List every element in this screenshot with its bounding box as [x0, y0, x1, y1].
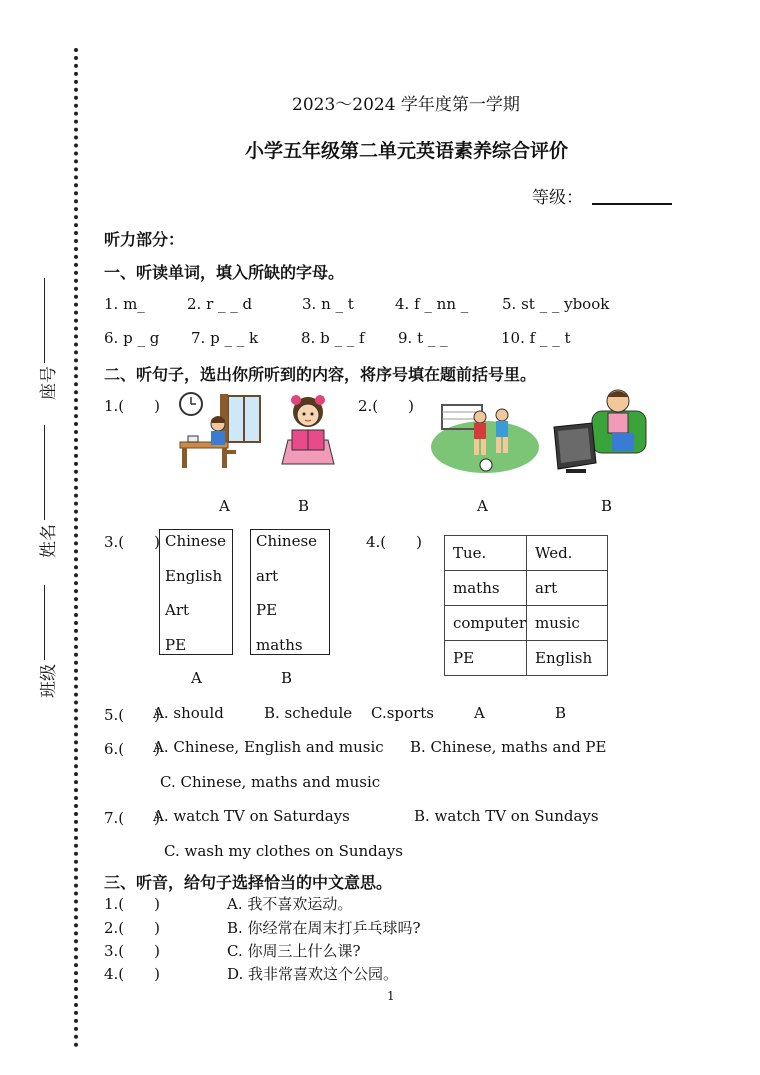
q6-option-b: B. Chinese, maths and PE [410, 738, 607, 756]
name-line [44, 425, 45, 520]
word-item: 3. n _ t [302, 295, 354, 313]
table-row [445, 571, 608, 606]
list-item: Chinese [165, 532, 227, 550]
table-row [445, 606, 608, 641]
list-item: Art [165, 601, 190, 619]
q1-label-a: A [219, 497, 230, 515]
q3-option-a-list [159, 529, 233, 655]
part2-heading: 二、听句子，选出你所听到的内容，将序号填在题前括号里。 [104, 365, 537, 384]
q1-number: 1.( ) [104, 397, 161, 415]
q3-number: 3.( ) [104, 533, 161, 551]
list-item: PE [256, 601, 278, 619]
seat-line [44, 278, 45, 363]
table-cell: music [527, 606, 608, 641]
q6-number: 6.( ) [104, 740, 161, 758]
part3-option: D. 我非常喜欢这个公园。 [227, 965, 399, 983]
q7-number: 7.( ) [104, 809, 161, 827]
table-cell: English [527, 641, 608, 676]
q5-option-c: C.sports [371, 704, 434, 722]
class-line [44, 585, 45, 660]
q7-option-a: A. watch TV on Saturdays [153, 807, 350, 825]
q2-number: 2.( ) [358, 397, 415, 415]
list-item: maths [256, 635, 303, 654]
table-cell: PE [445, 641, 527, 676]
part3-option: C. 你周三上什么课? [227, 942, 361, 960]
q7-option-b: B. watch TV on Sundays [414, 807, 599, 825]
q6-option-a: A. Chinese, English and music [153, 738, 384, 756]
q5-option-a: A. should [153, 704, 224, 722]
part3-option: A. 我不喜欢运动。 [227, 895, 353, 913]
word-item: 5. st _ _ ybook [502, 295, 610, 313]
q4-number: 4.( ) [366, 533, 423, 551]
q5-option-b: B. schedule [264, 704, 353, 722]
q3-option-b-list [250, 529, 330, 655]
q2-label-b: B [601, 497, 613, 515]
football-players-illustration [430, 395, 540, 475]
page-number: 1 [387, 989, 395, 1003]
list-item: PE [165, 635, 187, 654]
studying-child-illustration [178, 390, 263, 470]
q3-label-b: B [281, 669, 293, 687]
binding-dotted-line [74, 48, 78, 1048]
table-cell: Wed. [527, 536, 608, 571]
word-item: 9. t _ _ [398, 329, 448, 347]
list-item: art [256, 566, 279, 585]
table-cell: maths [445, 571, 527, 606]
part3-number: 3.( ) [104, 942, 161, 960]
section-listening: 听力部分： [104, 230, 185, 249]
word-item: 7. p _ _ k [191, 329, 259, 347]
class-label: 班级 [39, 664, 59, 698]
list-item: English [165, 566, 223, 585]
part1-heading: 一、听读单词，填入所缺的字母。 [104, 263, 345, 282]
table-cell: art [527, 571, 608, 606]
list-item: Chinese [256, 532, 318, 550]
grade-label: 等级： [532, 188, 583, 208]
q7-option-c: C. wash my clothes on Sundays [164, 842, 403, 860]
part3-heading: 三、听音，给句子选择恰当的中文意思。 [104, 873, 393, 892]
q4-label-b: B [555, 704, 567, 722]
q4-schedule-table [444, 535, 608, 676]
word-item: 4. f _ nn _ [395, 295, 469, 313]
reading-girl-illustration [278, 390, 338, 470]
q4-label-a: A [474, 704, 485, 722]
table-row [445, 536, 608, 571]
word-item: 1. m_ [104, 295, 145, 313]
word-item: 6. p _ g [104, 329, 160, 347]
part3-number: 2.( ) [104, 919, 161, 937]
q5-number: 5.( ) [104, 706, 161, 724]
table-row [445, 641, 608, 676]
seat-label: 座号 [39, 366, 59, 400]
part3-number: 1.( ) [104, 895, 161, 913]
word-item: 2. r _ _ d [187, 295, 253, 313]
grade-blank [592, 203, 672, 205]
q1-label-b: B [298, 497, 310, 515]
term-line: 2023～2024 学年度第一学期 [292, 95, 520, 115]
table-cell: computer [445, 606, 527, 641]
q3-label-a: A [191, 669, 202, 687]
table-cell: Tue. [445, 536, 527, 571]
q6-option-c: C. Chinese, maths and music [160, 773, 381, 791]
watching-tv-illustration [552, 383, 652, 478]
word-item: 8. b _ _ f [301, 329, 365, 347]
page-title: 小学五年级第二单元英语素养综合评价 [245, 140, 569, 162]
q2-label-a: A [477, 497, 488, 515]
name-label: 姓名 [39, 524, 59, 558]
part3-option: B. 你经常在周末打乒乓球吗? [227, 919, 421, 937]
word-item: 10. f _ _ t [501, 329, 571, 347]
part3-number: 4.( ) [104, 965, 161, 983]
